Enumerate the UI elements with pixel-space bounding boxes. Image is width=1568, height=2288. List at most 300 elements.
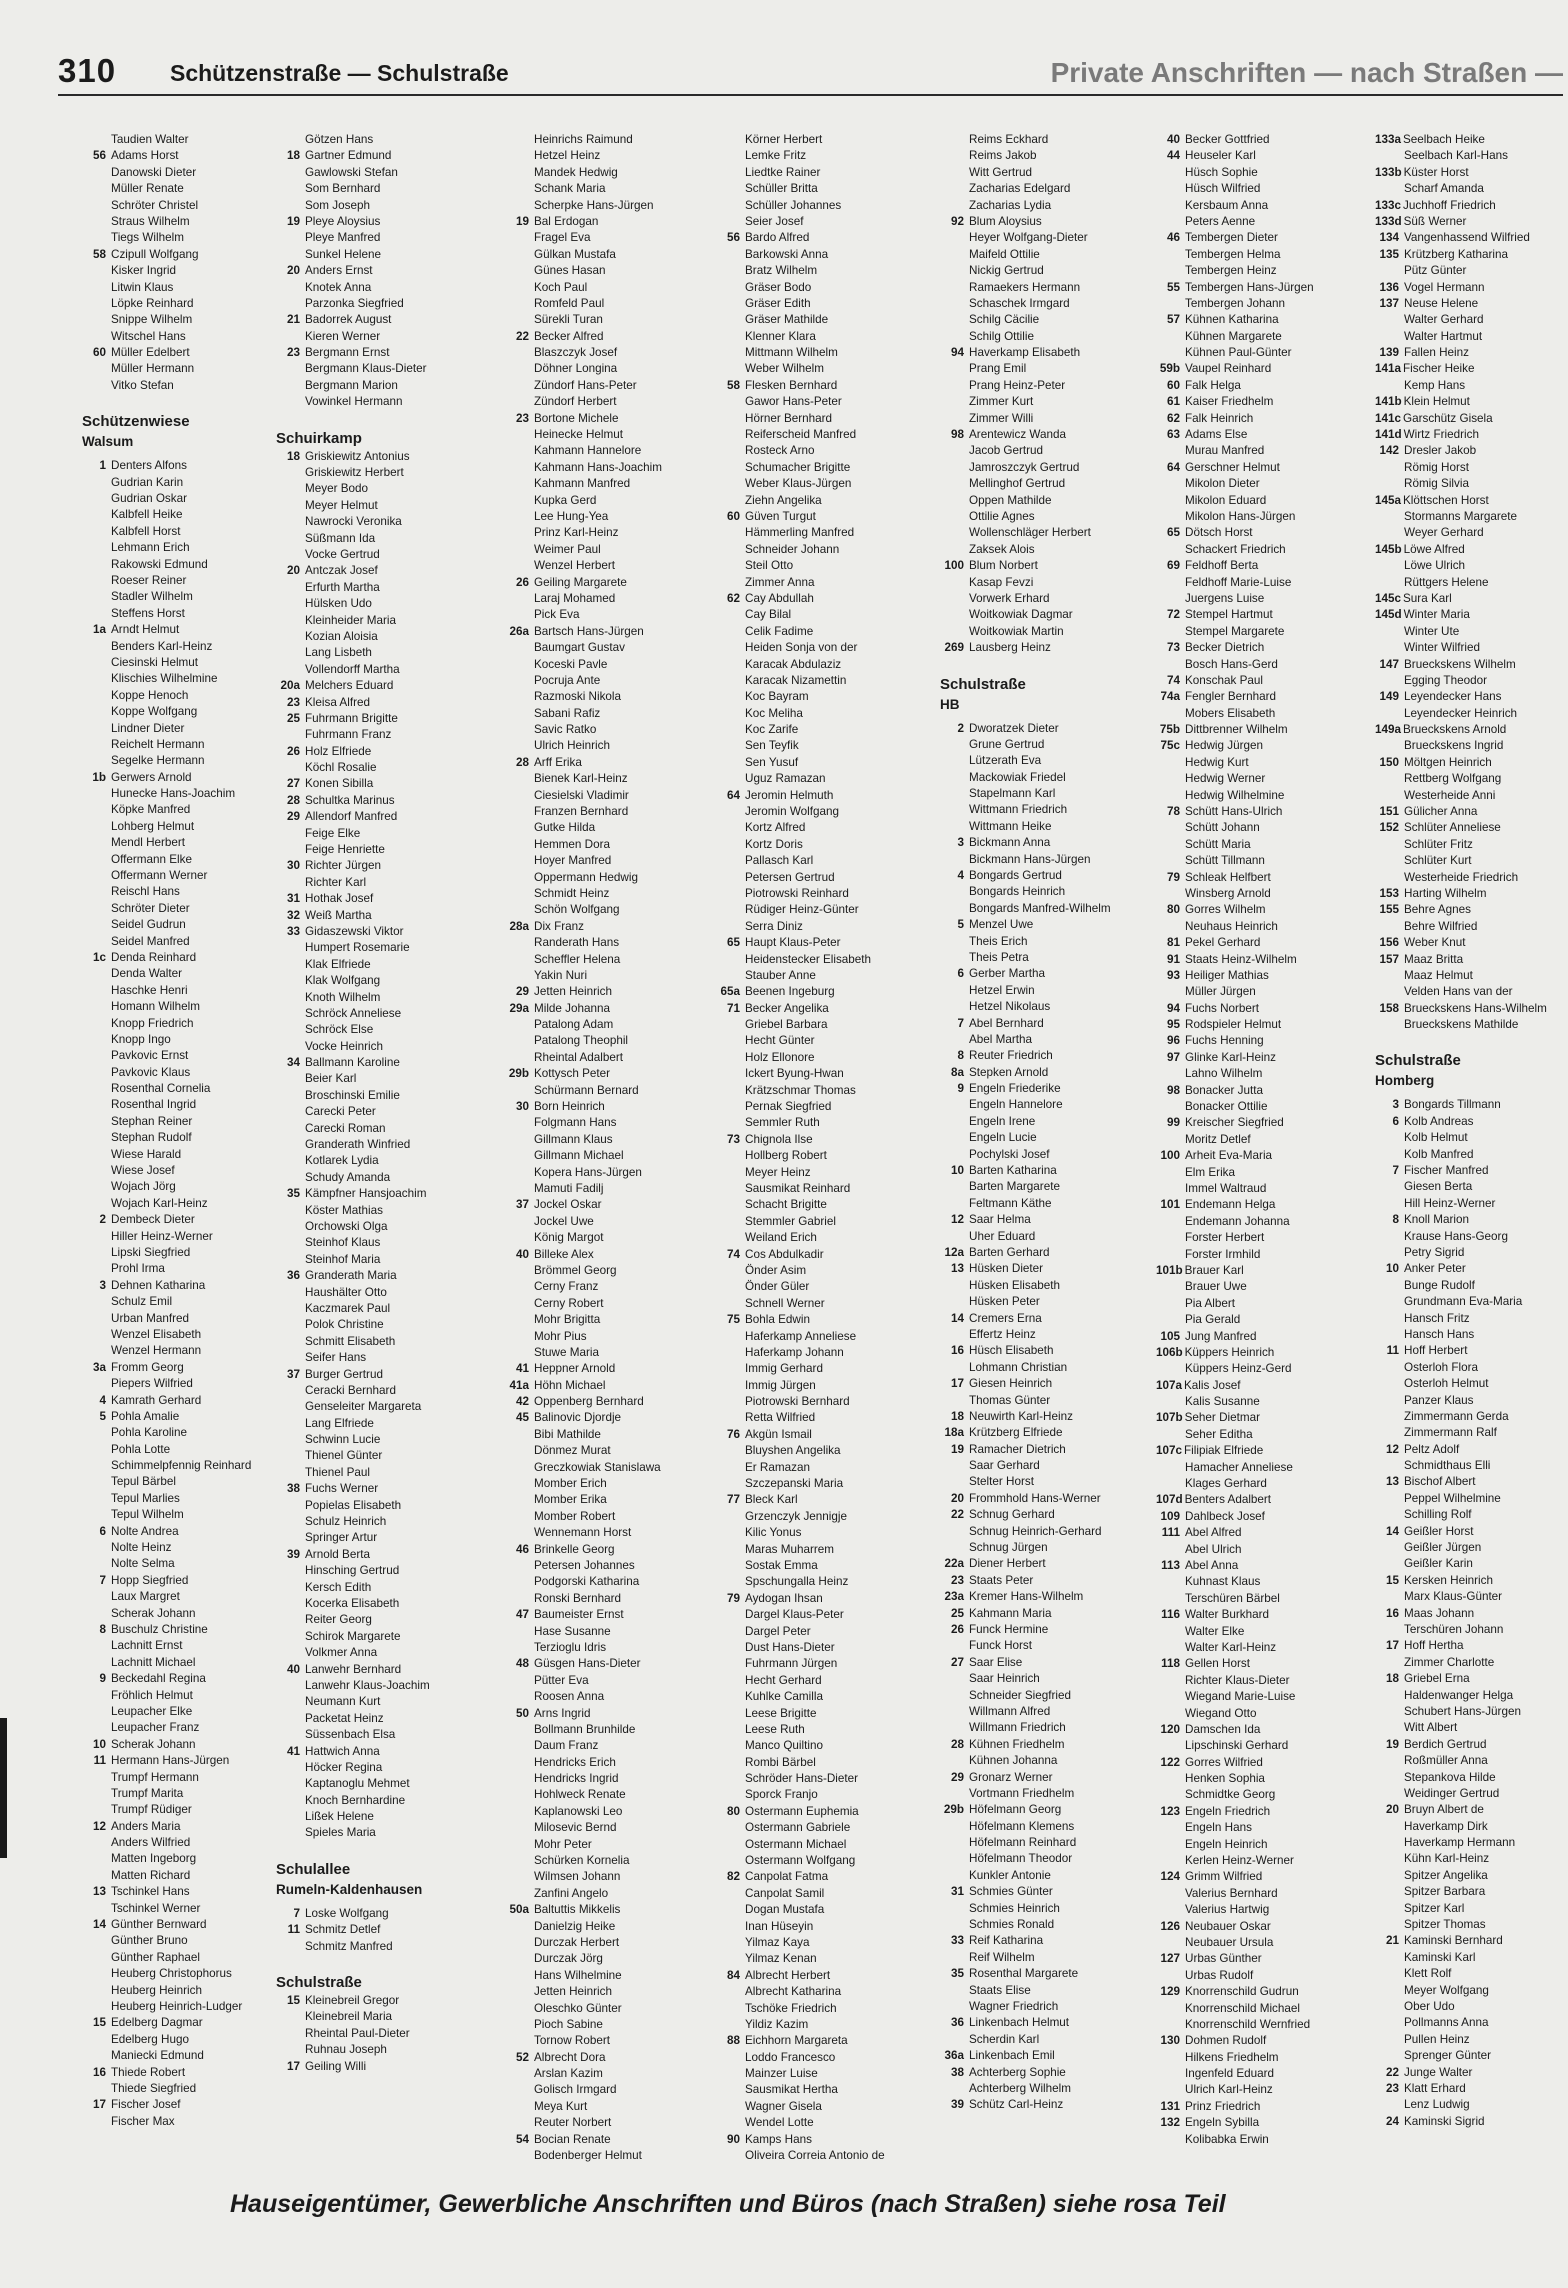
directory-entry [276, 1219, 476, 1235]
directory-entry [276, 296, 476, 312]
resident-name: Canpolat Fatma [745, 1870, 829, 1884]
resident-name: Maras Muharrem [745, 1542, 834, 1556]
directory-entry [82, 280, 282, 296]
street-heading: Schützenwiese [82, 413, 190, 431]
directory-entry [716, 886, 916, 902]
directory-entry [1156, 607, 1356, 623]
directory-entry [82, 1311, 282, 1327]
directory-entry [82, 1261, 282, 1277]
directory-entry [82, 1065, 282, 1081]
directory-entry [716, 755, 916, 771]
resident-name: Hase Susanne [534, 1624, 611, 1638]
directory-entry [1375, 247, 1565, 263]
directory-entry [82, 983, 282, 999]
resident-name: Mohr Brigitta [534, 1313, 601, 1327]
directory-entry [276, 957, 476, 973]
directory-column-2 [276, 132, 476, 2075]
directory-entry [1375, 1606, 1565, 1622]
directory-entry [940, 1163, 1140, 1179]
resident-name: Lohmann Christian [969, 1360, 1068, 1374]
directory-entry [716, 1968, 916, 1984]
directory-entry [1156, 657, 1356, 673]
resident-name: Kuhnast Klaus [1185, 1575, 1261, 1589]
house-number: 73 [1166, 641, 1180, 655]
directory-entry [1375, 411, 1565, 427]
directory-entry [276, 214, 476, 230]
resident-name: Wilmsen Johann [534, 1870, 621, 1884]
directory-entry [1375, 1704, 1565, 1720]
directory-entry [716, 1722, 916, 1738]
resident-name: Maas Johann [1404, 1606, 1475, 1620]
directory-entry [276, 481, 476, 497]
house-number: 77 [726, 1493, 740, 1507]
directory-entry [505, 1624, 705, 1640]
directory-entry [82, 573, 282, 589]
directory-entry [1156, 771, 1356, 787]
resident-name: Barkowski Anna [745, 247, 829, 261]
directory-entry [82, 214, 282, 230]
house-number: 130 [1160, 2034, 1180, 2048]
resident-name: Meyer Bodo [305, 482, 369, 496]
resident-name: Durczak Herbert [534, 1935, 620, 1949]
resident-name: Prang Emil [969, 362, 1027, 376]
resident-name: Knoll Marion [1404, 1213, 1469, 1227]
directory-entry [1156, 706, 1356, 722]
resident-name: Thienel Günter [305, 1449, 383, 1463]
house-number: 76 [726, 1427, 740, 1441]
directory-entry [1156, 493, 1356, 509]
directory-entry [716, 1820, 916, 1836]
resident-name: Gudrian Karin [111, 475, 184, 489]
directory-entry [1375, 1802, 1565, 1818]
resident-name: Benters Adalbert [1184, 1493, 1272, 1507]
directory-entry [1375, 1622, 1565, 1638]
resident-name: Trumpf Marita [111, 1786, 184, 1800]
resident-name: Parzonka Siegfried [305, 296, 404, 310]
resident-name: Schürmann Bernard [534, 1083, 639, 1097]
house-number: 94 [950, 346, 964, 360]
resident-name: Brueckskens Ingrid [1404, 739, 1504, 753]
house-number: 133b [1375, 165, 1402, 179]
resident-name: Reuter Norbert [534, 2116, 612, 2130]
resident-name: Endemann Helga [1185, 1198, 1276, 1212]
directory-entry [716, 607, 916, 623]
directory-entry [1156, 1148, 1356, 1164]
directory-entry [716, 1607, 916, 1623]
house-number: 19 [515, 214, 529, 228]
resident-name: Lachnitt Ernst [111, 1639, 183, 1653]
resident-name: Fragel Eva [534, 231, 591, 245]
directory-entry [82, 950, 282, 966]
resident-name: Ballmann Karoline [305, 1056, 400, 1070]
directory-entry [505, 2033, 705, 2049]
directory-entry [505, 919, 705, 935]
house-number: 95 [1166, 1018, 1180, 1032]
house-number: 120 [1160, 1722, 1180, 1736]
house-number: 20a [280, 679, 300, 693]
directory-entry [716, 2050, 916, 2066]
resident-name: Daum Franz [534, 1739, 599, 1753]
directory-entry [276, 1776, 476, 1792]
house-number: 139 [1379, 346, 1399, 360]
directory-entry [1156, 919, 1356, 935]
resident-name: Staats Heinz-Wilhelm [1185, 952, 1297, 966]
resident-name: Bienek Karl-Heinz [534, 772, 628, 786]
house-number: 92 [950, 214, 964, 228]
house-number: 37 [515, 1198, 529, 1212]
directory-entry [505, 411, 705, 427]
directory-entry [1375, 1753, 1565, 1769]
resident-name: Reischl Hans [111, 885, 180, 899]
directory-entry [1375, 919, 1565, 935]
house-number: 145a [1375, 493, 1402, 507]
resident-name: Kunkler Antonie [969, 1868, 1051, 1882]
directory-entry [82, 165, 282, 181]
directory-entry [940, 753, 1140, 769]
directory-entry [505, 1099, 705, 1115]
house-number: 6 [99, 1524, 106, 1538]
resident-name: Griskiewitz Herbert [305, 466, 404, 480]
directory-entry [276, 1514, 476, 1530]
resident-name: Karacak Nizamettin [745, 673, 847, 687]
house-number: 19 [950, 1442, 964, 1456]
resident-name: Piotrowski Bernhard [745, 1395, 850, 1409]
resident-name: Velden Hans van der [1404, 985, 1513, 999]
house-number: 29 [950, 1770, 964, 1784]
directory-entry [940, 198, 1140, 214]
directory-entry [276, 1645, 476, 1661]
directory-entry [716, 1427, 916, 1443]
resident-name: Neuse Helene [1404, 296, 1479, 310]
directory-entry [1156, 1558, 1356, 1574]
directory-entry [276, 809, 476, 825]
directory-entry [940, 2048, 1140, 2064]
directory-entry [276, 1399, 476, 1415]
directory-entry [1375, 1933, 1565, 1949]
resident-name: Feldhoff Marie-Luise [1185, 575, 1292, 589]
resident-name: Winter Ute [1404, 624, 1460, 638]
resident-name: Pohla Karoline [111, 1426, 188, 1440]
house-number: 14 [92, 1918, 106, 1932]
directory-entry [82, 491, 282, 507]
directory-entry [1375, 1999, 1565, 2015]
directory-entry [276, 165, 476, 181]
directory-entry [505, 427, 705, 443]
resident-name: Gillmann Klaus [534, 1132, 613, 1146]
directory-entry [276, 1678, 476, 1694]
directory-entry [276, 1809, 476, 1825]
resident-name: Ramaekers Hermann [969, 280, 1081, 294]
directory-entry [276, 1186, 476, 1202]
directory-entry [1156, 165, 1356, 181]
resident-name: Vocke Gertrud [305, 547, 380, 561]
directory-entry [1156, 640, 1356, 656]
directory-entry [505, 329, 705, 345]
resident-name: Bongards Heinrich [969, 885, 1066, 899]
directory-entry [716, 1492, 916, 1508]
directory-entry [1375, 640, 1565, 656]
directory-entry [940, 1999, 1140, 2015]
directory-entry [716, 1083, 916, 1099]
directory-entry [82, 1212, 282, 1228]
resident-name: Hiller Heinz-Werner [111, 1229, 213, 1243]
resident-name: Weber Knut [1404, 936, 1466, 950]
directory-entry [276, 394, 476, 410]
resident-name: Immig Jürgen [745, 1378, 816, 1392]
resident-name: Leupacher Franz [111, 1721, 200, 1735]
resident-name: Schmies Heinrich [969, 1901, 1060, 1915]
resident-name: Schmidtke Georg [1185, 1788, 1276, 1802]
directory-entry [505, 148, 705, 164]
resident-name: Eichhorn Margareta [745, 2034, 848, 2048]
resident-name: Aydogan Ihsan [745, 1591, 823, 1605]
directory-entry [940, 966, 1140, 982]
house-number: 28 [950, 1737, 964, 1751]
resident-name: Haverkamp Dirk [1404, 1819, 1488, 1833]
street-heading: Schuirkamp [276, 429, 362, 447]
directory-entry [940, 1638, 1140, 1654]
resident-name: Reif Katharina [969, 1934, 1044, 1948]
page-header [58, 50, 1563, 96]
directory-entry [505, 853, 705, 869]
directory-entry [82, 1245, 282, 1261]
resident-name: Cerny Robert [534, 1296, 604, 1310]
house-number: 136 [1379, 280, 1399, 294]
directory-entry [82, 1835, 282, 1851]
resident-name: Theis Erich [969, 934, 1028, 948]
resident-name: Mittmann Wilhelm [745, 346, 838, 360]
directory-entry [940, 1573, 1140, 1589]
directory-entry [505, 1033, 705, 1049]
resident-name: Dargel Klaus-Peter [745, 1608, 844, 1622]
directory-entry [505, 558, 705, 574]
resident-name: Kühn Karl-Heinz [1404, 1852, 1490, 1866]
directory-entry [1375, 1311, 1565, 1327]
resident-name: Peppel Wilhelmine [1404, 1491, 1501, 1505]
directory-entry [940, 263, 1140, 279]
resident-name: Gellen Horst [1185, 1657, 1250, 1671]
resident-name: Griebel Erna [1404, 1672, 1470, 1686]
resident-name: Lindner Dieter [111, 721, 185, 735]
directory-entry [1156, 329, 1356, 345]
directory-entry [940, 786, 1140, 802]
resident-name: Zimmer Charlotte [1404, 1655, 1495, 1669]
directory-entry [505, 624, 705, 640]
directory-entry [716, 1361, 916, 1377]
directory-entry [1156, 1197, 1356, 1213]
directory-entry [82, 1409, 282, 1425]
resident-name: Stadler Wilhelm [111, 590, 193, 604]
resident-name: Grune Gertrud [969, 737, 1045, 751]
directory-entry [940, 1425, 1140, 1441]
directory-entry [276, 1498, 476, 1514]
directory-entry [82, 1229, 282, 1245]
directory-entry [505, 280, 705, 296]
directory-entry [82, 1655, 282, 1671]
house-number: 50a [509, 1903, 529, 1917]
resident-name: Brömmel Georg [534, 1263, 617, 1277]
directory-entry [1375, 1196, 1565, 1212]
resident-name: Adams Else [1185, 428, 1248, 442]
resident-name: Kemp Hans [1404, 378, 1466, 392]
house-number: 37 [286, 1367, 300, 1381]
directory-entry [1375, 607, 1565, 623]
resident-name: Güven Turgut [745, 509, 816, 523]
resident-name: Broschinski Emilie [305, 1088, 400, 1102]
directory-entry [940, 1524, 1140, 1540]
resident-name: Nolte Heinz [111, 1541, 172, 1555]
house-number: 106b [1156, 1345, 1183, 1359]
resident-name: Fischer Max [111, 2114, 175, 2128]
resident-name: Nickig Gertrud [969, 264, 1044, 278]
resident-name: Schön Wolfgang [534, 903, 620, 917]
resident-name: Sura Karl [1403, 591, 1452, 605]
resident-name: Lehmann Erich [111, 541, 190, 555]
resident-name: Neuhaus Heinrich [1185, 919, 1278, 933]
resident-name: Momber Erich [534, 1477, 607, 1491]
resident-name: Hüsch Wilfried [1185, 182, 1261, 196]
directory-entry [1156, 181, 1356, 197]
resident-name: Bickmann Anna [969, 836, 1051, 850]
resident-name: Kerlen Heinz-Werner [1185, 1854, 1294, 1868]
resident-name: Hothak Josef [305, 892, 374, 906]
house-number: 81 [1166, 936, 1180, 950]
resident-name: Immig Gerhard [745, 1362, 823, 1376]
directory-entry [276, 1104, 476, 1120]
house-number: 20 [1385, 1803, 1399, 1817]
directory-entry [1375, 1835, 1565, 1851]
resident-name: Juergens Luise [1185, 591, 1265, 605]
house-number: 147 [1379, 657, 1399, 671]
resident-name: Jetten Heinrich [534, 1985, 612, 1999]
directory-entry [940, 1606, 1140, 1622]
directory-entry [940, 476, 1140, 492]
resident-name: Roeser Reiner [111, 573, 187, 587]
resident-name: Haverkamp Hermann [1404, 1836, 1516, 1850]
resident-name: Laux Margret [111, 1590, 180, 1604]
resident-name: Wittmann Friedrich [969, 803, 1068, 817]
resident-name: Küppers Heinz-Gerd [1185, 1362, 1292, 1376]
resident-name: Edelberg Dagmar [111, 2016, 203, 2030]
resident-name: Heuberg Christophorus [111, 1967, 232, 1981]
directory-entry [505, 1804, 705, 1820]
resident-name: Schilg Ottilie [969, 329, 1034, 343]
resident-name: Ostermann Wolfgang [745, 1854, 856, 1868]
resident-name: Wiegand Marie-Luise [1185, 1690, 1296, 1704]
directory-entry [940, 345, 1140, 361]
resident-name: Albrecht Katharina [745, 1985, 842, 1999]
directory-entry [82, 1819, 282, 1835]
directory-entry [940, 329, 1140, 345]
directory-entry [716, 1312, 916, 1328]
directory-entry [940, 852, 1140, 868]
resident-name: Oppen Mathilde [969, 493, 1052, 507]
house-number: 98 [1166, 1083, 1180, 1097]
directory-entry [505, 1132, 705, 1148]
section-title: Private Anschriften — nach Straßen — [1050, 57, 1563, 88]
directory-entry [1375, 2114, 1565, 2130]
directory-entry [505, 640, 705, 656]
house-number: 90 [726, 2132, 740, 2146]
directory-entry [276, 1448, 476, 1464]
house-number: 145b [1375, 542, 1402, 556]
resident-name: Kaminski Sigrid [1404, 2114, 1485, 2128]
directory-entry [1156, 1033, 1356, 1049]
resident-name: Wagner Friedrich [969, 1999, 1059, 2013]
resident-name: Wiese Josef [111, 1164, 175, 1178]
resident-name: Feltmann Käthe [969, 1196, 1052, 1210]
directory-entry [1156, 673, 1356, 689]
directory-entry [1375, 886, 1565, 902]
resident-name: Funck Horst [969, 1639, 1032, 1653]
directory-entry [1375, 1573, 1565, 1589]
directory-entry [1156, 1984, 1356, 2000]
resident-name: Schlüter Fritz [1404, 837, 1473, 851]
house-number: 80 [726, 1804, 740, 1818]
directory-entry [716, 1263, 916, 1279]
directory-entry [1375, 1343, 1565, 1359]
directory-entry [1375, 575, 1565, 591]
directory-entry [505, 1197, 705, 1213]
directory-entry [505, 1247, 705, 1263]
resident-name: Schlüter Anneliese [1404, 821, 1501, 835]
house-number: 107a [1156, 1378, 1183, 1392]
directory-entry [716, 984, 916, 1000]
resident-name: Sostak Emma [745, 1558, 818, 1572]
directory-entry [1156, 1378, 1356, 1394]
directory-entry [505, 1476, 705, 1492]
house-number: 22 [515, 329, 529, 343]
house-number: 100 [1160, 1149, 1180, 1163]
directory-entry [1156, 378, 1356, 394]
directory-entry [940, 378, 1140, 394]
directory-entry [82, 1917, 282, 1933]
resident-name: Kühnen Friedhelm [969, 1737, 1065, 1751]
house-number: 19 [1385, 1737, 1399, 1751]
directory-entry [82, 589, 282, 605]
resident-name: Schröder Hans-Dieter [745, 1772, 859, 1786]
resident-name: Tepul Marlies [111, 1491, 180, 1505]
resident-name: Kersken Heinrich [1404, 1573, 1493, 1587]
directory-entry [940, 721, 1140, 737]
directory-column-5 [940, 132, 1140, 2114]
directory-entry [276, 580, 476, 596]
resident-name: Denda Walter [111, 967, 183, 981]
directory-entry [1375, 935, 1565, 951]
directory-entry [276, 1268, 476, 1284]
house-number: 105 [1160, 1329, 1180, 1343]
resident-name: Knotek Anna [305, 280, 372, 294]
resident-name: Kleinebreil Maria [305, 2010, 393, 2024]
house-number: 8a [950, 1065, 964, 1079]
resident-name: Hendricks Ingrid [534, 1772, 619, 1786]
directory-entry [276, 345, 476, 361]
resident-name: Höfelmann Reinhard [969, 1836, 1077, 1850]
resident-name: Gawlowski Stefan [305, 165, 398, 179]
directory-entry [505, 1263, 705, 1279]
resident-name: Inan Hüseyin [745, 1919, 814, 1933]
resident-name: Schmidt Heinz [534, 886, 610, 900]
directory-entry [505, 443, 705, 459]
directory-entry [940, 1851, 1140, 1867]
directory-entry [940, 1950, 1140, 1966]
resident-name: Kämpfner Hansjoachim [305, 1187, 427, 1201]
resident-name: Stempel Hartmut [1185, 608, 1273, 622]
directory-entry [716, 214, 916, 230]
resident-name: Wenzel Elisabeth [111, 1327, 202, 1341]
resident-name: Hetzel Heinz [534, 149, 601, 163]
resident-name: Packetat Heinz [305, 1711, 384, 1725]
